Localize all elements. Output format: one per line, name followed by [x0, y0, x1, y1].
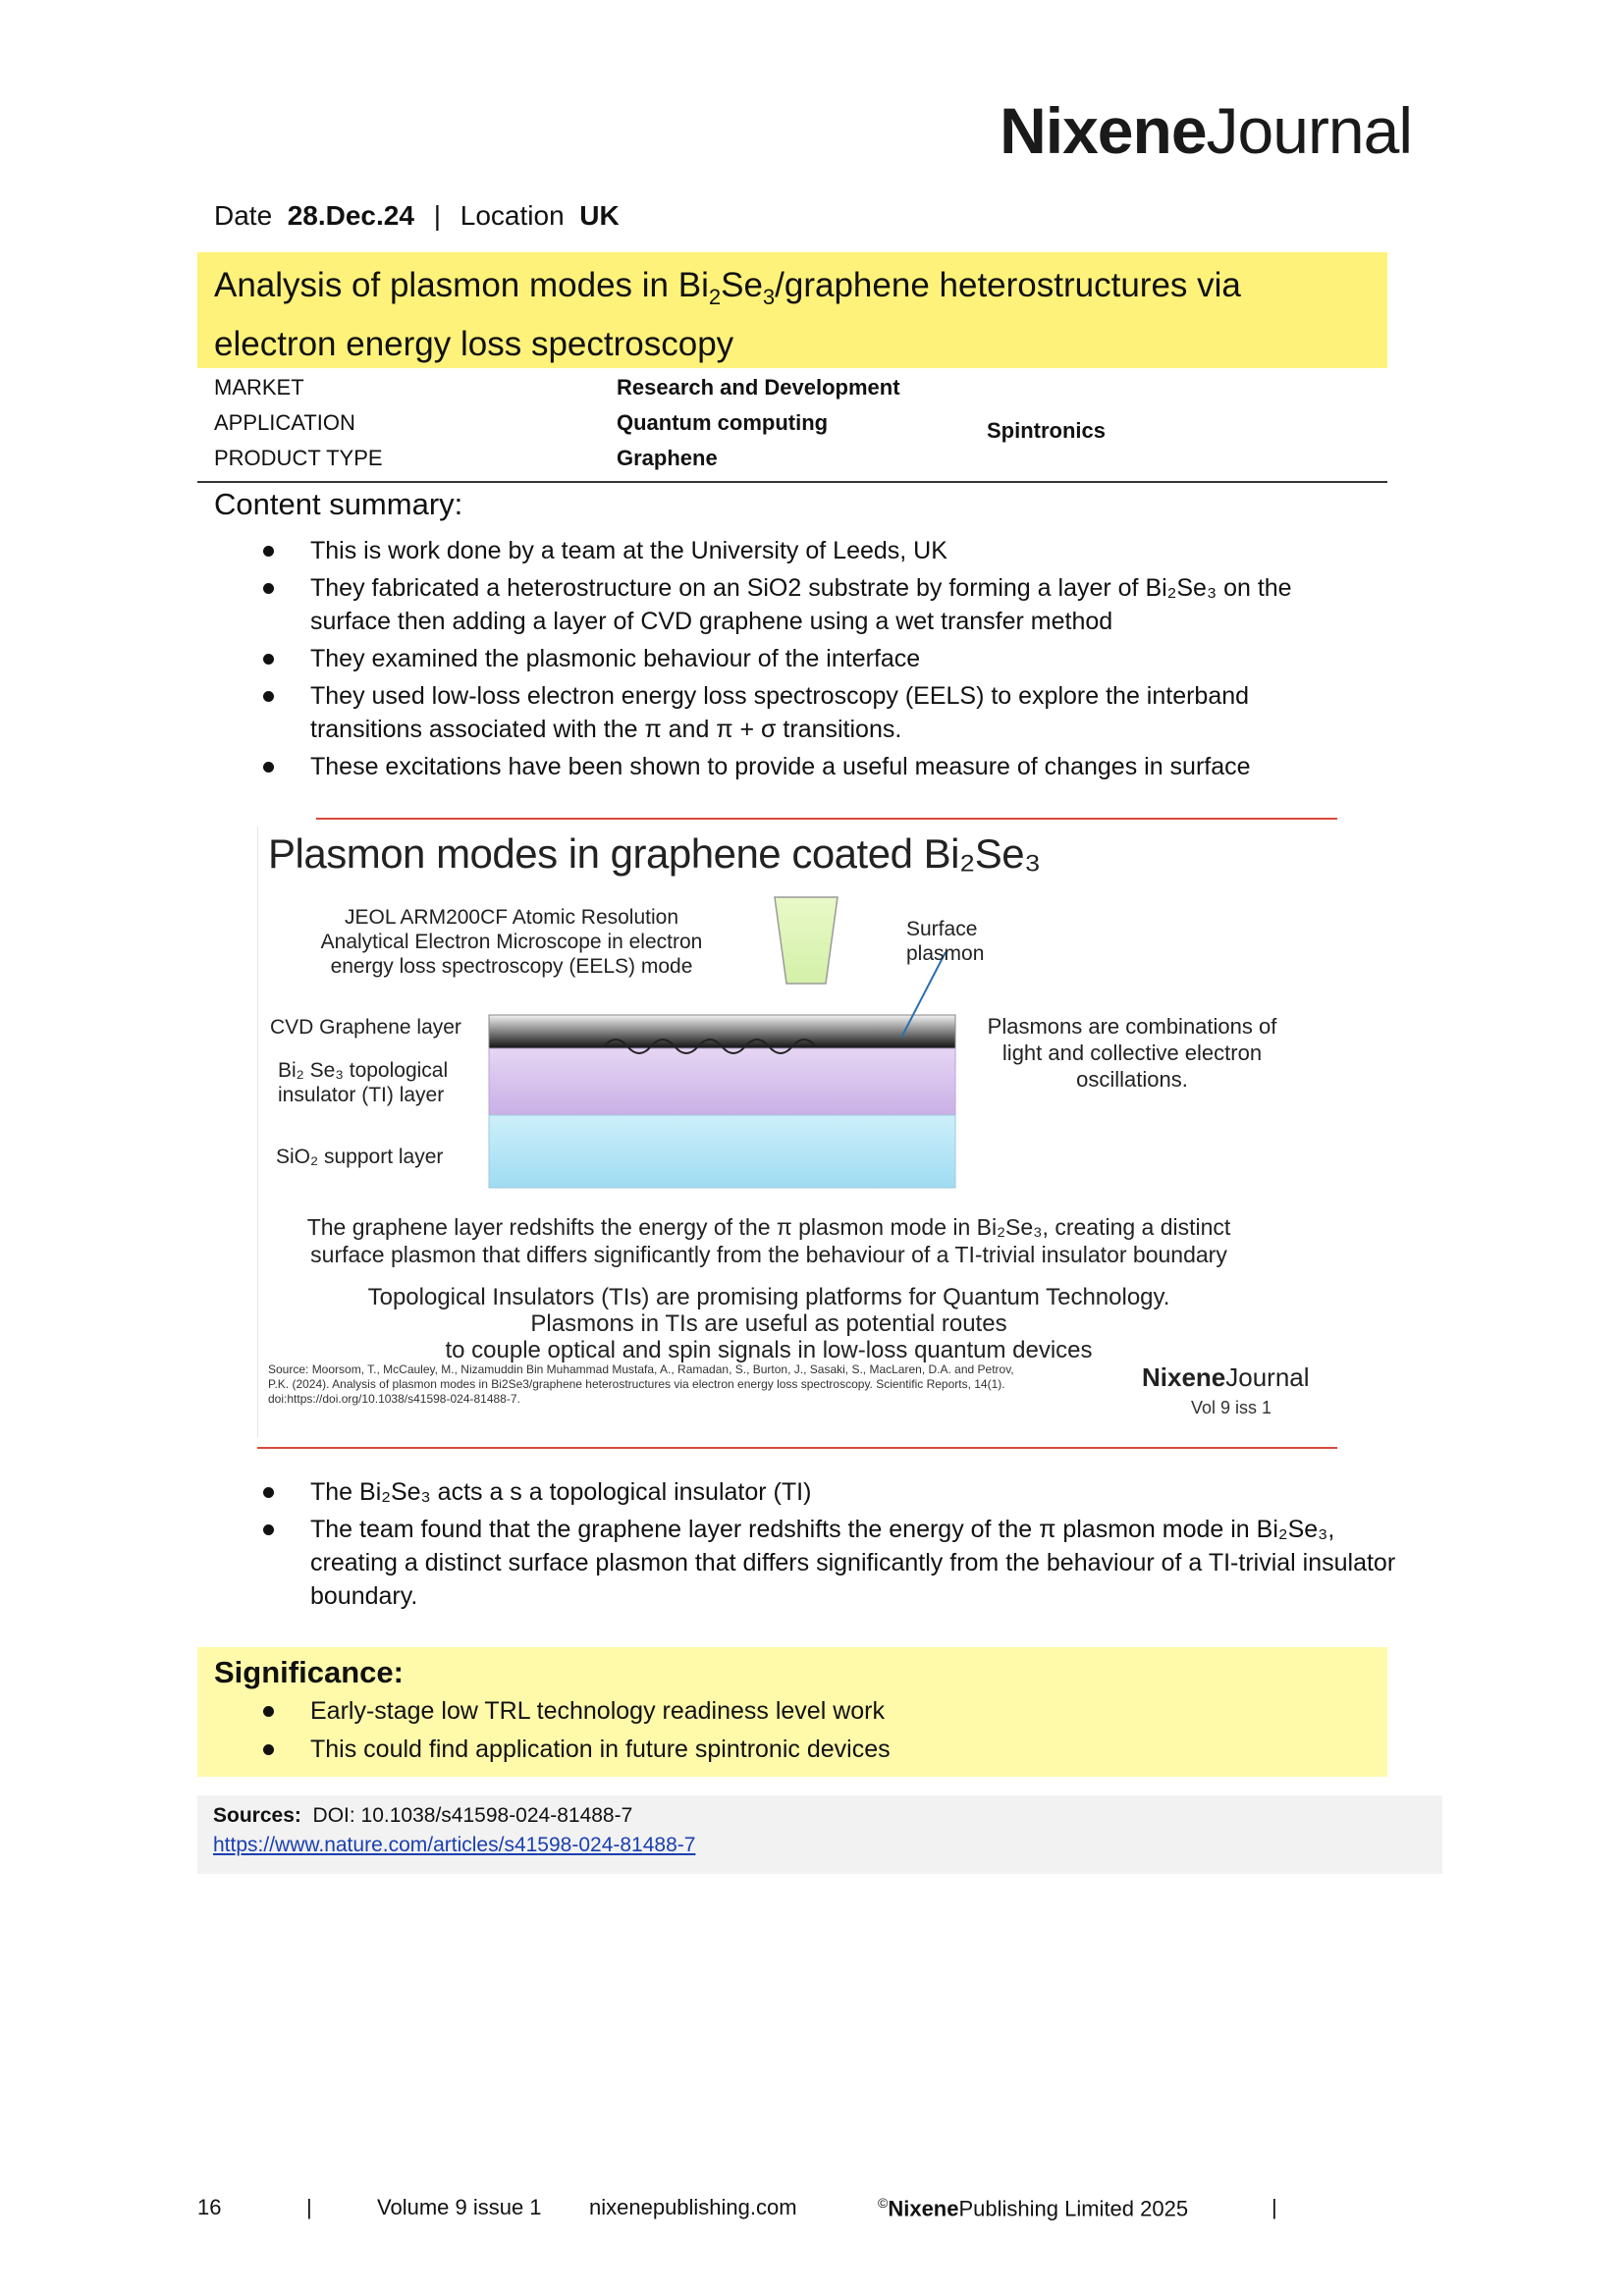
list-item: [263, 679, 1353, 746]
plasmon-explanation: Plasmons are combinations of light and collective electron oscillations.: [987, 1014, 1277, 1092]
graphene-layer: [489, 1015, 955, 1048]
copyright-rest: Publishing Limited 2025: [958, 2196, 1189, 2221]
list-item: [263, 1694, 1371, 1728]
bullet-icon: [263, 654, 274, 665]
significance-heading: Significance:: [214, 1655, 404, 1689]
list-item-text: They used low-loss electron energy loss spectroscopy (EELS) to explore the interband transitions associated with the π and π + σ transitions.: [310, 682, 1250, 743]
list-item-text: The Bi₂Se₃ acts a s a topological insulator (TI): [310, 1478, 812, 1506]
sources-label: Sources:: [213, 1804, 301, 1827]
meta-value: Quantum computing: [617, 410, 829, 435]
location-value: UK: [579, 200, 620, 231]
footer-separator: |: [1271, 2195, 1277, 2219]
title-sub: 3: [762, 285, 776, 309]
caption-line: to couple optical and spin signals in low-loss quantum devices: [445, 1337, 1093, 1363]
sources-url-line: [213, 1831, 1427, 1860]
location-label: Location: [460, 200, 565, 231]
title-part: /graphene heterostructures via: [775, 266, 1241, 304]
bullet-icon: [263, 1744, 274, 1755]
list-item-text: This could find application in future spintronic devices: [310, 1735, 891, 1763]
bullet-icon: [263, 1706, 274, 1717]
article-title: [214, 262, 1371, 368]
sources-doi-line: [213, 1801, 1427, 1831]
title-line2: electron energy loss spectroscopy: [214, 325, 734, 363]
figure-caption-1: The graphene layer redshifts the energy of the π plasmon mode in Bi₂Se₃, creating a distinct surface plasmon that differs significantly from the behaviour of a TI-trivial insulator boundary: [306, 1214, 1231, 1267]
microscope-label: JEOL ARM200CF Atomic Resolution Analytical Electron Microscope in electron energy loss spectroscopy (EELS) mode: [320, 906, 703, 978]
title-part: Analysis of plasmon modes in Bi: [214, 266, 709, 304]
meta-row-market: [197, 371, 1387, 406]
meta-label: PRODUCT TYPE: [214, 446, 383, 470]
footer-separator: |: [306, 2195, 312, 2219]
article-title-box: [197, 252, 1387, 368]
copyright-symbol: ©: [878, 2195, 889, 2211]
bullet-icon: [263, 1487, 274, 1498]
sources-box: [197, 1795, 1442, 1874]
meta-label: APPLICATION: [214, 410, 355, 435]
list-item: [263, 642, 1353, 675]
bullet-icon: [263, 691, 274, 702]
brand-bold: Nixene: [1142, 1362, 1226, 1392]
figure-top-rule: [316, 818, 1337, 820]
summary-list: [263, 534, 1353, 787]
brand-light: Journal: [1225, 1362, 1310, 1392]
title-sub: 2: [708, 285, 722, 309]
dateline-separator: |: [433, 200, 441, 231]
findings-list: [263, 1475, 1402, 1617]
footer-copyright: [878, 2195, 1188, 2221]
figure-bottom-rule: [257, 1447, 1337, 1449]
infographic-figure: [257, 827, 1336, 1437]
meta-label: MARKET: [214, 375, 304, 400]
list-item-text: Early-stage low TRL technology readiness level work: [310, 1697, 885, 1725]
bullet-icon: [263, 583, 274, 594]
date-label: Date: [214, 200, 273, 231]
meta-row-application: [197, 406, 1387, 442]
figure-source: Source: Moorsom, T., McCauley, M., Nizamuddin Bin Muhammad Mustafa, A., Ramadan, S., Burton, J., Sasaki, S., MacLaren, D.A. and Petrov, P.K. (2024). Analysis of plasmon modes in Bi2Se3/graphene heterostructures via electron energy loss spectroscopy. Scientific Reports, 14(1). doi:https://doi.org/10.1038/s41598-024-81488-7.: [268, 1362, 1014, 1406]
bullet-icon: [263, 762, 274, 773]
bullet-icon: [263, 1524, 274, 1535]
list-item: [263, 534, 1353, 567]
title-part: Se: [721, 266, 763, 304]
list-item: [263, 1475, 1402, 1509]
sources-link[interactable]: https://www.nature.com/articles/s41598-024-81488-7: [213, 1834, 696, 1856]
meta-value: Research and Development: [617, 375, 900, 400]
list-item-text: These excitations have been shown to provide a useful measure of changes in surface: [310, 753, 1251, 780]
summary-heading: Content summary:: [214, 487, 463, 521]
electron-beam-icon: [775, 897, 838, 984]
date-value: 28.Dec.24: [287, 200, 414, 231]
list-item: [263, 571, 1353, 638]
footer-page-number: 16: [197, 2195, 222, 2219]
surface-plasmon-label: Surface plasmon: [906, 918, 985, 965]
masthead-light: Journal: [1206, 94, 1412, 167]
list-item: [263, 1513, 1402, 1613]
list-item-text: This is work done by a team at the University of Leeds, UK: [310, 537, 947, 564]
dateline: [214, 200, 620, 232]
list-item-text: They fabricated a heterostructure on an SiO2 substrate by forming a layer of Bi₂Se₃ on the surface then adding a layer of CVD graphene using a wet transfer method: [310, 574, 1292, 635]
significance-box: [197, 1647, 1387, 1777]
article-meta-table: [197, 371, 1387, 483]
footer-volume: Volume 9 issue 1: [377, 2195, 542, 2219]
graphene-layer-label: CVD Graphene layer: [270, 1016, 461, 1039]
footer-site: nixenepublishing.com: [589, 2195, 797, 2219]
sio2-layer: [489, 1115, 955, 1188]
significance-list: [263, 1694, 1371, 1766]
list-item-text: They examined the plasmonic behaviour of the interface: [310, 645, 921, 672]
meta-value-2: Spintronics: [987, 418, 1107, 443]
caption-line: Plasmons in TIs are useful as potential routes: [530, 1310, 1007, 1337]
list-item: [263, 750, 1353, 783]
journal-masthead: [1000, 93, 1412, 168]
ti-layer-label: Bi₂ Se₃ topological insulator (TI) layer: [278, 1059, 449, 1106]
meta-row-product: [197, 442, 1387, 477]
list-item-text: The team found that the graphene layer redshifts the energy of the π plasmon mode in Bi₂Se₃, creating a distinct surface plasmon that differs significantly from the behaviour of a TI-trivial insulator boundary.: [310, 1516, 1396, 1610]
sources-doi: DOI: 10.1038/s41598-024-81488-7: [312, 1804, 633, 1827]
caption-line: Topological Insulators (TIs) are promising platforms for Quantum Technology.: [367, 1284, 1170, 1310]
masthead-bold: Nixene: [1000, 94, 1207, 167]
list-item: [263, 1733, 1371, 1766]
bullet-icon: [263, 546, 274, 557]
meta-value: Graphene: [617, 446, 718, 470]
sio2-layer-label: SiO₂ support layer: [276, 1146, 444, 1168]
figure-caption-2: [278, 1284, 1260, 1363]
figure-title: Plasmon modes in graphene coated Bi₂Se₃: [268, 830, 1041, 877]
ti-layer: [489, 1048, 955, 1115]
copyright-bold: Nixene: [888, 2196, 959, 2221]
figure-brand: [1142, 1362, 1310, 1393]
figure-volume: Vol 9 iss 1: [1191, 1398, 1272, 1417]
